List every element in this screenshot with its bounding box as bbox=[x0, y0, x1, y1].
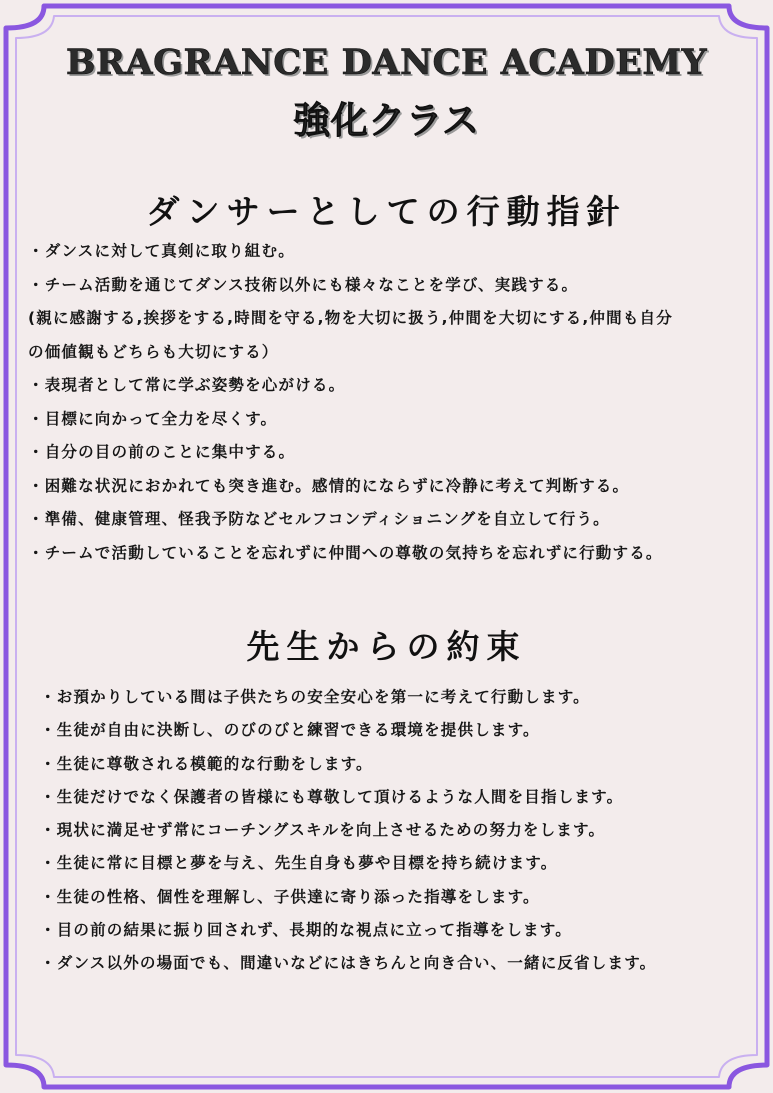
list-item: ・生徒が自由に決断し、のびのびと練習できる環境を提供します。 bbox=[40, 721, 540, 740]
teacher-promises-list bbox=[40, 681, 656, 981]
list-item: ・生徒に常に目標と夢を与え、先生自身も夢や目標を持ち続けます。 bbox=[40, 854, 558, 873]
list-item: の価値観もどちらも大切にする） bbox=[28, 342, 279, 361]
dancer-guidelines-list bbox=[28, 235, 673, 570]
list-item: ・現状に満足せず常にコーチングスキルを向上させるための努力をします。 bbox=[40, 821, 606, 840]
section-heading-teacher-promises: 先生からの約束 bbox=[246, 627, 527, 666]
list-item: ・生徒に尊敬される模範的な行動をします。 bbox=[40, 754, 373, 773]
list-item: ・表現者として常に学ぶ姿勢を心がける。 bbox=[28, 376, 346, 394]
list-item: ・困難な状況におかれても突き進む。感情的にならずに冷静に考えて判断する。 bbox=[28, 476, 630, 495]
section-heading-dancer-guidelines: ダンサーとしての行動指針 bbox=[146, 192, 627, 231]
list-item: (親に感謝する,挨拶をする,時間を守る,物を大切に扱う,仲間を大切にする,仲間も自分 bbox=[28, 309, 673, 327]
list-item: ・生徒の性格、個性を理解し、子供達に寄り添った指導をします。 bbox=[40, 887, 540, 906]
list-item: ・自分の目の前のことに集中する。 bbox=[28, 443, 296, 461]
list-item: ・目標に向かって全力を尽くす。 bbox=[28, 409, 278, 428]
list-item: ・ダンス以外の場面でも、間違いなどにはきちんと向き合い、一緒に反省します。 bbox=[40, 954, 657, 973]
list-item: ・準備、健康管理、怪我予防などセルフコンディショニングを自立して行う。 bbox=[28, 510, 610, 528]
page-subtitle: 強化クラス bbox=[293, 98, 480, 142]
list-item: ・目の前の結果に振り回されず、長期的な視点に立って指導をします。 bbox=[40, 921, 572, 940]
list-item: ・生徒だけでなく保護者の皆様にも尊敬して頂けるような人間を目指します。 bbox=[40, 787, 624, 806]
list-item: ・チーム活動を通じてダンス技術以外にも様々なことを学び、実践する。 bbox=[28, 275, 579, 294]
list-item: ・お預かりしている間は子供たちの安全安心を第一に考えて行動します。 bbox=[40, 688, 590, 706]
page-title: BRAGRANCE DANCE ACADEMY bbox=[65, 42, 708, 83]
list-item: ・チームで活動していることを忘れずに仲間への尊敬の気持ちを忘れずに行動する。 bbox=[28, 543, 663, 562]
list-item: ・ダンスに対して真剣に取り組む。 bbox=[28, 242, 295, 260]
